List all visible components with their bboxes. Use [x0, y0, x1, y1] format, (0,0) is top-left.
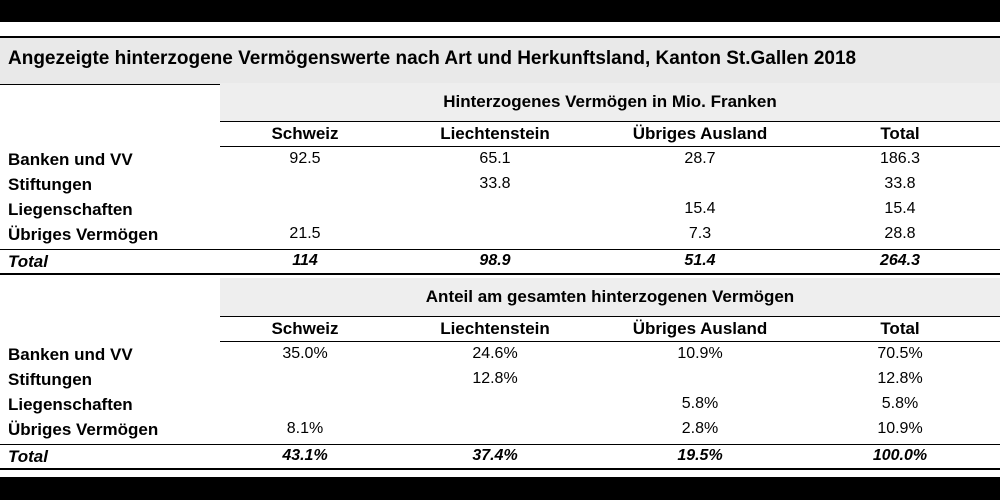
section1-heading: Hinterzogenes Vermögen in Mio. Franken [443, 92, 777, 111]
col-header-schweiz: Schweiz [271, 319, 339, 338]
row-label: Banken und VV [8, 345, 133, 364]
section2-total-top-rule [0, 444, 1000, 445]
table-cell: 24.6% [472, 345, 518, 362]
row-label: Übriges Vermögen [8, 420, 159, 439]
col-header-liechtenstein: Liechtenstein [440, 319, 550, 338]
col-header-liechtenstein: Liechtenstein [440, 124, 550, 143]
section2-heading: Anteil am gesamten hinterzogenen Vermögen [425, 287, 795, 306]
row-label: Banken und VV [8, 150, 133, 169]
section1-header-rule [220, 146, 1000, 147]
row-label: Liegenschaften [8, 200, 133, 219]
table-cell: 5.8% [881, 395, 919, 412]
title-top-rule [0, 36, 1000, 38]
table-cell: 10.9% [677, 345, 723, 362]
total-cell: 19.5% [677, 447, 723, 464]
table-cell: 2.8% [681, 420, 719, 437]
table-cell: 15.4 [684, 200, 716, 217]
table-cell: 7.3 [688, 225, 712, 242]
table-cell: 70.5% [877, 345, 923, 362]
total-row-label: Total [8, 252, 48, 271]
total-cell: 100.0% [872, 447, 928, 464]
col-header-total: Total [880, 124, 920, 143]
total-cell: 98.9 [479, 252, 511, 269]
table-cell: 28.7 [684, 150, 716, 167]
section1-total-top-rule [0, 249, 1000, 250]
table-cell: 92.5 [289, 150, 321, 167]
table-cell: 15.4 [884, 200, 916, 217]
table-cell: 33.8 [884, 175, 916, 192]
table-cell: 186.3 [879, 150, 921, 167]
table-cell: 12.8% [472, 370, 518, 387]
total-cell: 264.3 [879, 252, 921, 269]
total-cell: 51.4 [684, 252, 716, 269]
col-header-uebriges-ausland: Übriges Ausland [632, 124, 768, 143]
section1-band-rule [220, 121, 1000, 122]
table-cell: 65.1 [479, 150, 511, 167]
col-header-uebriges-ausland: Übriges Ausland [632, 319, 768, 338]
table-cell: 33.8 [479, 175, 511, 192]
total-row-label: Total [8, 447, 48, 466]
total-cell: 37.4% [472, 447, 518, 464]
total-cell: 114 [292, 252, 318, 269]
table-title: Angezeigte hinterzogene Vermögenswerte nach Art und Herkunftsland, Kanton St.Gallen 2018 [8, 48, 857, 69]
row-label: Stiftungen [8, 175, 93, 194]
col-header-schweiz: Schweiz [271, 124, 339, 143]
table-cell: 12.8% [877, 370, 923, 387]
table-cell: 8.1% [286, 420, 324, 437]
section2-total-bottom-rule [0, 468, 1000, 470]
table-cell: 5.8% [681, 395, 719, 412]
table-cell: 35.0% [282, 345, 328, 362]
table-cell: 10.9% [877, 420, 923, 437]
row-label: Liegenschaften [8, 395, 133, 414]
table-cell: 28.8 [884, 225, 916, 242]
total-cell: 43.1% [282, 447, 328, 464]
row-label: Stiftungen [8, 370, 93, 389]
section1-total-bottom-rule [0, 273, 1000, 275]
section2-band-rule [220, 316, 1000, 317]
table-cell: 21.5 [289, 225, 321, 242]
section2-header-rule [220, 341, 1000, 342]
row-label: Übriges Vermögen [8, 225, 159, 244]
col-header-total: Total [880, 319, 920, 338]
